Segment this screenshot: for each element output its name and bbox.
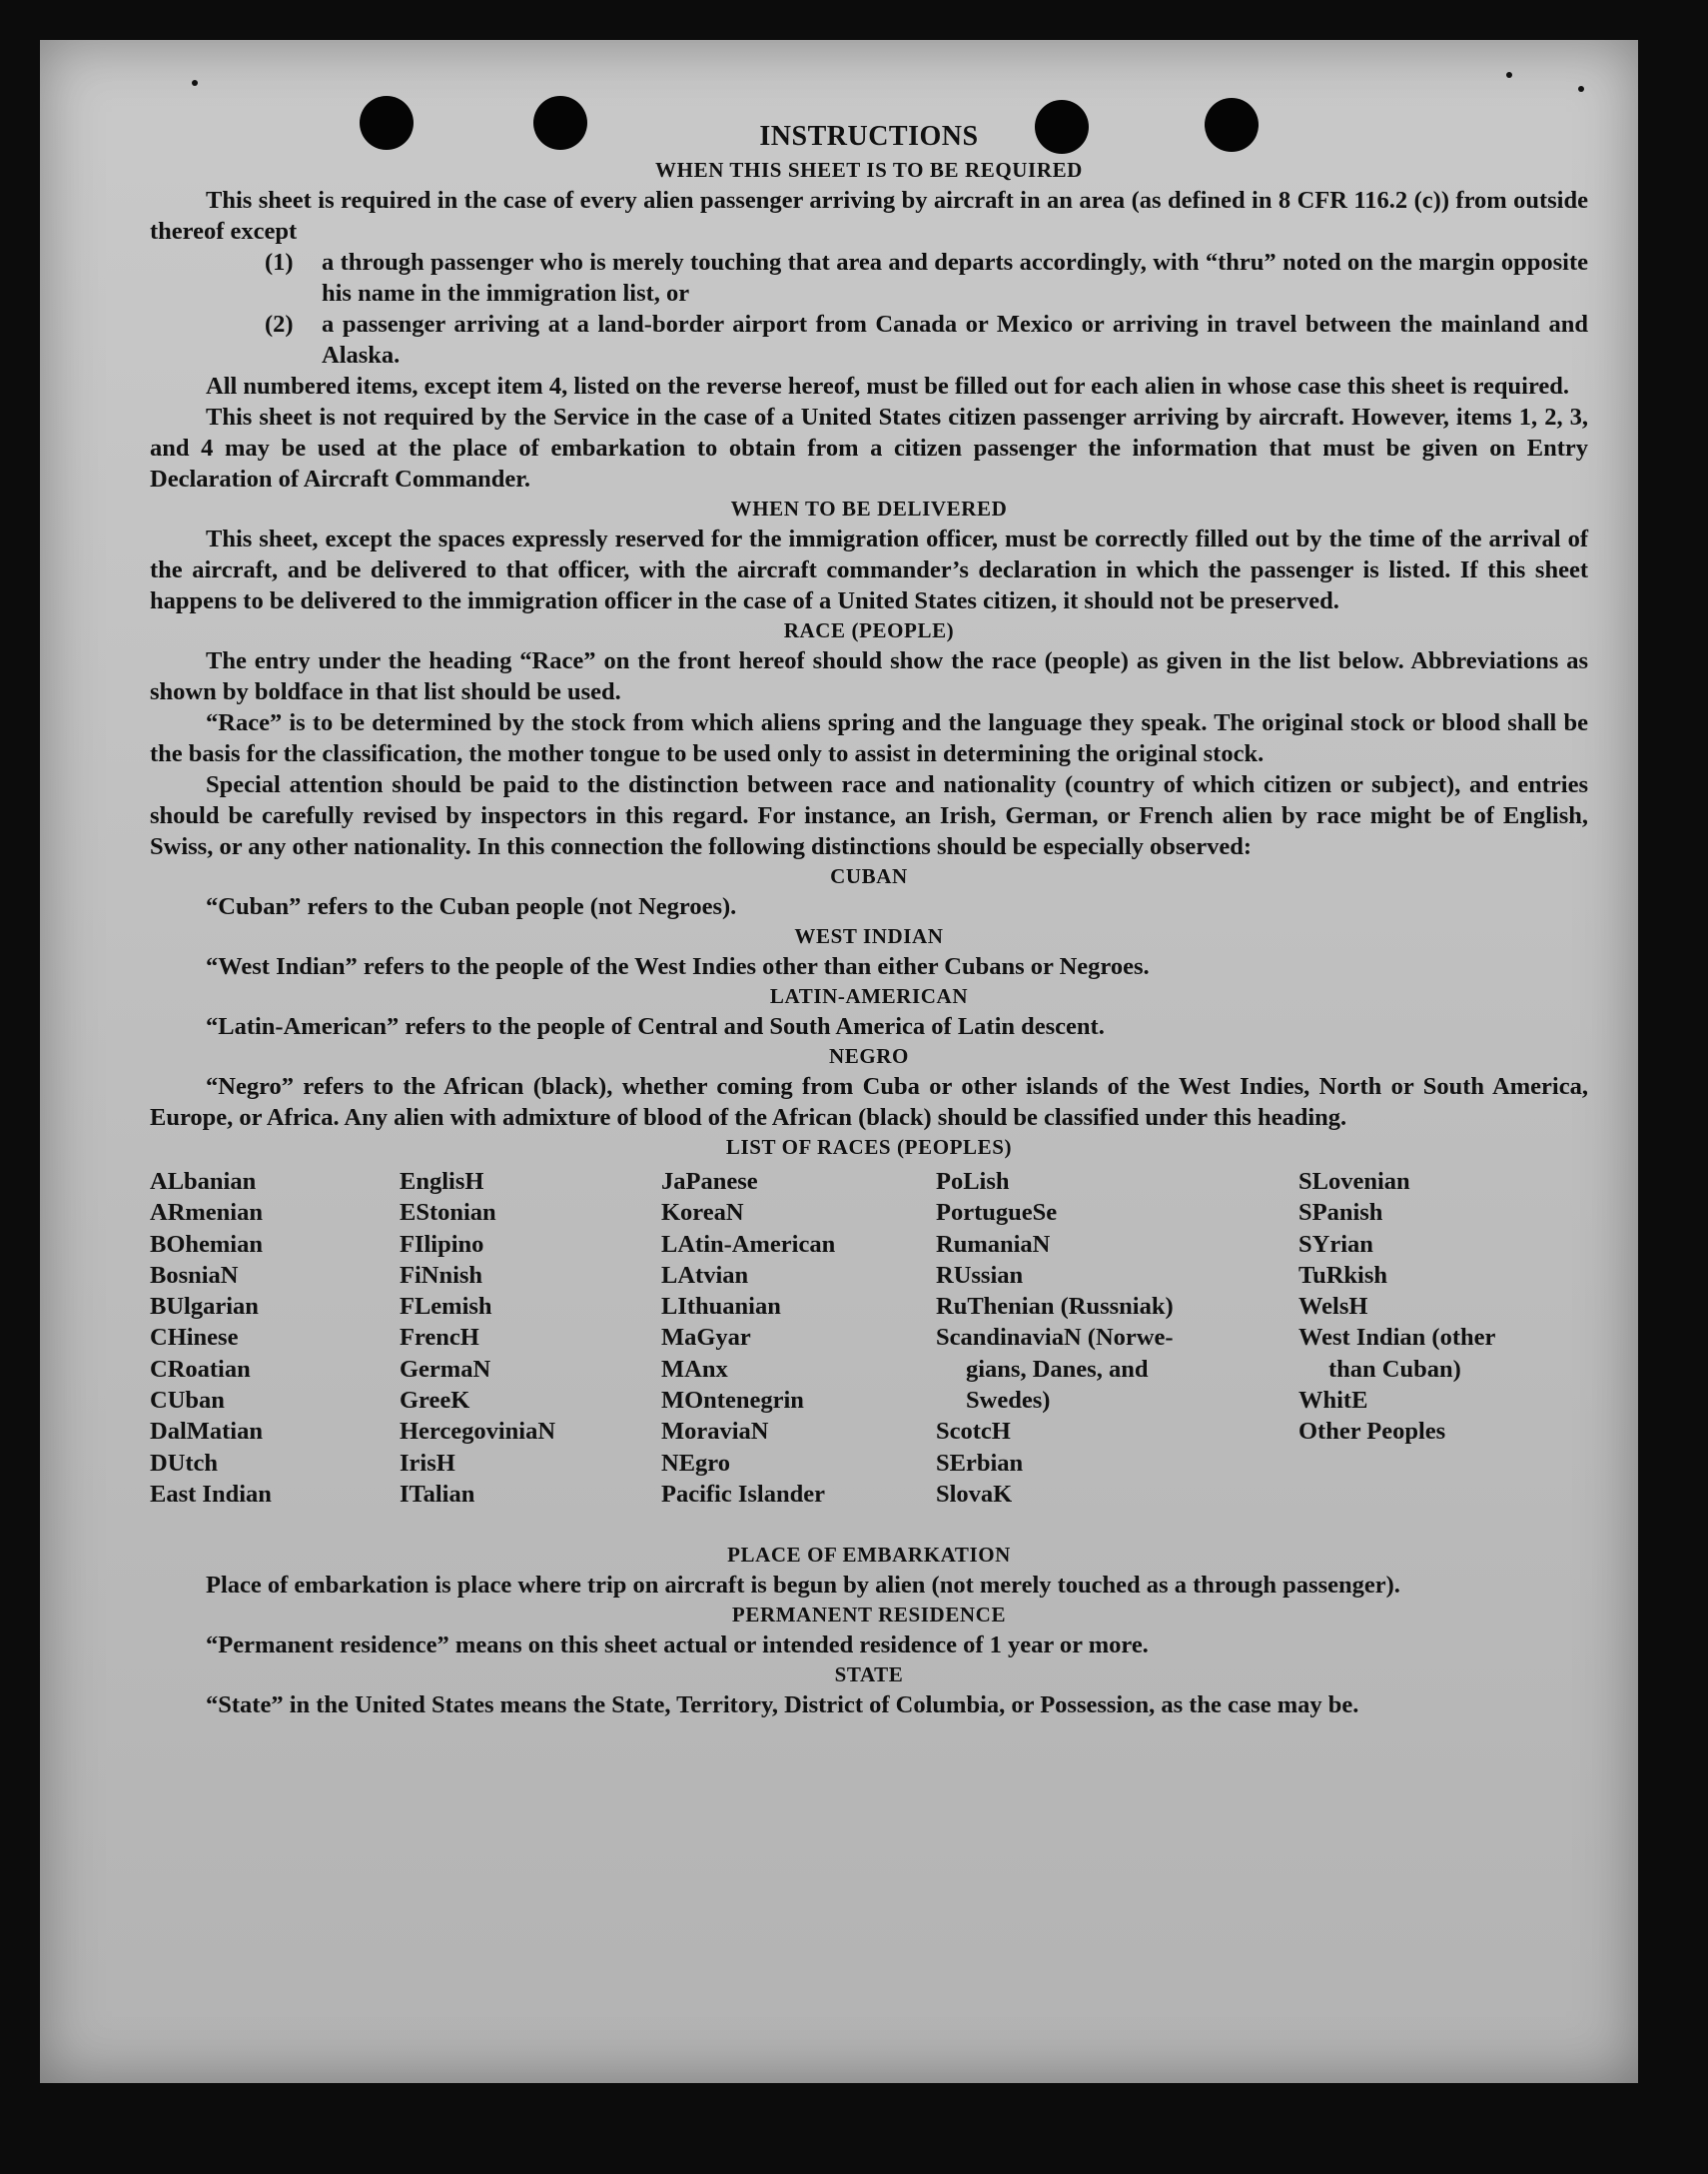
item-text: a passenger arriving at a land-border airport from Canada or Mexico or arriving in travel between the mainland and Alaska.: [322, 311, 1588, 369]
paragraph: Place of embarkation is place where trip on aircraft is begun by alien (not merely touched as a through passenger).: [206, 1572, 1400, 1599]
item-number: (1): [265, 249, 294, 276]
race-entry: PoLish: [936, 1168, 1010, 1195]
race-entry: FrencH: [400, 1324, 479, 1352]
races-column: [661, 1166, 835, 1510]
race-entry: gians, Danes, and: [966, 1355, 1149, 1383]
race-entry: SlovaK: [936, 1480, 1013, 1508]
paragraph: “Permanent residence” means on this sheet actual or intended residence of 1 year or more.: [206, 1631, 1149, 1658]
paragraph: The entry under the heading “Race” on the front hereof should show the race (people) as given in the list below. Abbreviations as shown by boldface in that list should be used.: [150, 647, 1588, 705]
section-heading: CUBAN: [830, 864, 908, 888]
section-heading: NEGRO: [828, 1044, 909, 1068]
race-entry: CHinese: [150, 1324, 239, 1352]
race-entry: GreeK: [400, 1387, 470, 1415]
race-entry: than Cuban): [1328, 1355, 1461, 1383]
paragraph: “Race” is to be determined by the stock from which aliens spring and the language they speak. The original stock or blood shall be the basis for the classification, the mother tongue to be used only to assist in determining the original stock.: [150, 709, 1588, 767]
races-column: [150, 1166, 272, 1510]
paragraph: “West Indian” refers to the people of the West Indies other than either Cubans or Negroes.: [206, 953, 1150, 980]
specks: [192, 80, 198, 86]
race-entry: HercegoviniaN: [400, 1418, 556, 1446]
race-entry: Swedes): [966, 1387, 1051, 1415]
race-entry: PortugueSe: [936, 1199, 1058, 1227]
races-column: [936, 1166, 1174, 1510]
race-entry: LAtvian: [661, 1261, 749, 1289]
section-heading: WHEN TO BE DELIVERED: [730, 497, 1008, 521]
race-entry: ScandinaviaN (Norwe-: [936, 1324, 1174, 1352]
race-entry: TuRkish: [1298, 1261, 1388, 1289]
race-entry: FIlipino: [400, 1230, 484, 1258]
list-item: [150, 309, 1588, 371]
race-entry: West Indian (other: [1298, 1324, 1496, 1352]
paragraph: Special attention should be paid to the distinction between race and nationality (country of which citizen or subject), and entries should be carefully revised by inspectors in this regard. For instance, an Irish, German, or French alien by race might be of English, Swiss, or any other nationality. In this connection the following distinctions should be especially observed:: [150, 771, 1588, 860]
race-entry: FiNnish: [400, 1261, 483, 1289]
race-entry: SYrian: [1298, 1230, 1373, 1258]
races-column: [400, 1166, 555, 1510]
instructions-content: [150, 118, 1588, 1720]
paragraph: “Negro” refers to the African (black), whether coming from Cuba or other islands of the West Indies, North or South America, Europe, or Africa. Any alien with admixture of blood of the African (black) should be classified under this heading.: [150, 1073, 1588, 1131]
paragraph: “State” in the United States means the State, Territory, District of Columbia, or Possession, as the case may be.: [206, 1691, 1359, 1718]
section-heading: PERMANENT RESIDENCE: [731, 1603, 1007, 1627]
paragraph: All numbered items, except item 4, listed on the reverse hereof, must be filled out for each alien in whose case this sheet is required.: [206, 373, 1570, 400]
section-heading: LATIN-AMERICAN: [769, 984, 969, 1008]
race-entry: Other Peoples: [1298, 1418, 1446, 1446]
section-heading: PLACE OF EMBARKATION: [727, 1543, 1011, 1567]
race-entry: MAnx: [661, 1355, 728, 1383]
section-heading: WEST INDIAN: [794, 924, 944, 948]
section-heading: WHEN THIS SHEET IS TO BE REQUIRED: [655, 158, 1083, 182]
paragraph: “Cuban” refers to the Cuban people (not Negroes).: [206, 893, 737, 920]
paragraph: This sheet is required in the case of every alien passenger arriving by aircraft in an area (as defined in 8 CFR 116.2 (c)) from outside thereof except: [150, 187, 1588, 245]
specks: [1506, 72, 1512, 78]
race-entry: ARmenian: [150, 1199, 263, 1227]
race-entry: MaGyar: [661, 1324, 751, 1352]
item-number: (2): [265, 311, 294, 338]
race-entry: NEgro: [661, 1449, 730, 1477]
race-entry: SLovenian: [1298, 1168, 1410, 1195]
race-entry: MoraviaN: [661, 1418, 769, 1446]
item-text: a through passenger who is merely touching that area and departs accordingly, with “thru” noted on the margin opposite his name in the immigration list, or: [322, 249, 1588, 307]
race-entry: LIthuanian: [661, 1293, 781, 1321]
race-entry: CUban: [150, 1387, 225, 1415]
race-entry: GermaN: [400, 1355, 491, 1383]
paragraph: “Latin-American” refers to the people of Central and South America of Latin descent.: [206, 1013, 1105, 1040]
race-entry: BOhemian: [150, 1230, 263, 1258]
race-entry: SPanish: [1298, 1199, 1383, 1227]
race-entry: ALbanian: [150, 1168, 257, 1195]
races-column: [1298, 1166, 1495, 1448]
races-list: [150, 1166, 1588, 1541]
race-entry: EnglisH: [400, 1168, 484, 1195]
race-entry: LAtin-American: [661, 1230, 836, 1258]
section-heading: RACE (PEOPLE): [783, 618, 955, 642]
race-entry: WhitE: [1298, 1387, 1368, 1415]
race-entry: ITalian: [400, 1480, 475, 1508]
document-sheet: [40, 40, 1638, 2083]
section-heading: STATE: [834, 1662, 904, 1686]
race-entry: SErbian: [936, 1449, 1024, 1477]
race-entry: DalMatian: [150, 1418, 263, 1446]
race-entry: BosniaN: [150, 1261, 239, 1289]
race-entry: DUtch: [150, 1449, 219, 1477]
race-entry: ScotcH: [936, 1418, 1011, 1446]
page-title: INSTRUCTIONS: [759, 121, 979, 152]
race-entry: FLemish: [400, 1293, 492, 1321]
race-entry: JaPanese: [661, 1168, 758, 1195]
race-entry: WelsH: [1298, 1293, 1368, 1321]
section-heading: LIST OF RACES (PEOPLES): [725, 1135, 1013, 1159]
race-entry: BUlgarian: [150, 1293, 259, 1321]
specks: [1578, 86, 1584, 92]
race-entry: CRoatian: [150, 1355, 251, 1383]
race-entry: RuThenian (Russniak): [936, 1293, 1174, 1321]
list-item: [150, 247, 1588, 309]
race-entry: IrisH: [400, 1449, 455, 1477]
paragraph: This sheet is not required by the Service in the case of a United States citizen passenger arriving by aircraft. However, items 1, 2, 3, and 4 may be used at the place of embarkation to obtain from a citizen passenger the information that must be given on Entry Declaration of Aircraft Commander.: [150, 404, 1588, 493]
race-entry: KoreaN: [661, 1199, 744, 1227]
paragraph: This sheet, except the spaces expressly reserved for the immigration officer, must be correctly filled out by the time of the arrival of the aircraft, and be delivered to that officer, with the aircraft commander’s declaration in which the passenger is listed. If this sheet happens to be delivered to the immigration officer in the case of a United States citizen, it should not be preserved.: [150, 526, 1588, 614]
race-entry: EStonian: [400, 1199, 496, 1227]
race-entry: East Indian: [150, 1480, 272, 1508]
race-entry: Pacific Islander: [661, 1480, 825, 1508]
race-entry: RumaniaN: [936, 1230, 1051, 1258]
race-entry: MOntenegrin: [661, 1387, 804, 1415]
race-entry: RUssian: [936, 1261, 1024, 1289]
